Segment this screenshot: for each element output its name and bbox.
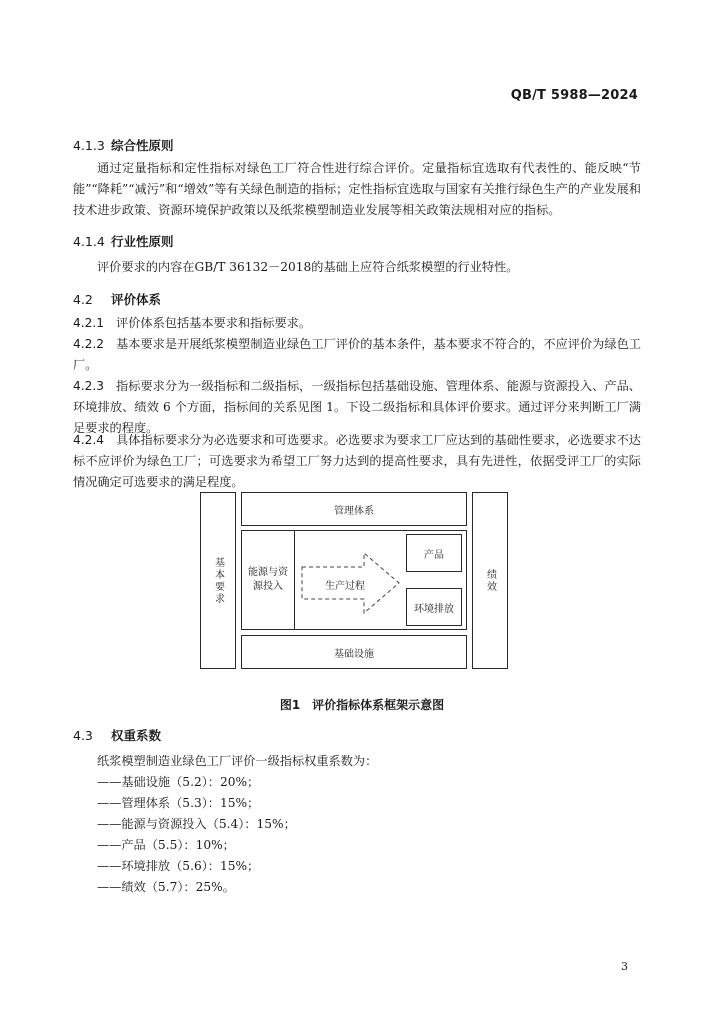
section-number: 4.1.3: [73, 138, 105, 153]
energy-resource-input-label: 能源与资源投入: [248, 567, 288, 592]
paragraph-4-1-3: 通过定量指标和定性指标对绿色工厂符合性进行综合评价。定量指标宜选取有代表性的、能反映“节能”“降耗”“减污”和“增效”等有关绿色制造的指标；定性指标宜选取与国家有关推行绿色生产的产业发展和技术进步政策、资源环境保护政策以及纸浆模塑制造业发展等相关政策法规相对应的指标。: [73, 161, 641, 217]
weight-item-infrastructure: ——基础设施（5.2）：20%；: [97, 775, 260, 789]
clause-text: 指标要求分为一级指标和二级指标，一级指标包括基础设施、管理体系、能源与资源投入、产品、环境排放、绩效 6 个方面，指标间的关系见图 1。下设二级指标和具体评价要求。通过评分来判断工厂满足要求的程度。: [73, 379, 641, 435]
figure-caption: [0, 696, 724, 713]
performance-box: [472, 492, 508, 669]
environmental-emission-box: [406, 588, 462, 626]
section-heading-4-1-4: [73, 232, 174, 250]
figure-label: 图1: [279, 698, 301, 712]
figure-title: 评价指标体系框架示意图: [312, 698, 445, 712]
section-title: 权重系数: [111, 728, 162, 743]
clause-4-2-2: [73, 334, 641, 376]
management-system-box: [241, 492, 467, 526]
section-heading-4-2: [73, 290, 161, 308]
section-title: 综合性原则: [111, 138, 174, 153]
clause-number: 4.2.1: [73, 316, 105, 330]
performance-label: 绩效: [484, 568, 496, 593]
section-heading-4-3: [73, 726, 161, 744]
clause-number: 4.2.3: [73, 379, 105, 393]
weight-item-performance: ——绩效（5.7）：25%。: [97, 880, 235, 894]
section-number: 4.2: [73, 292, 93, 307]
clause-text: 具体指标要求分为必选要求和可选要求。必选要求为要求工厂应达到的基础性要求，必选要求不达标不应评价为绿色工厂；可选要求为希望工厂努力达到的提高性要求，具有先进性，依据受评工厂的实际情况确定可选要求的满足程度。: [73, 433, 641, 489]
product-label: 产品: [424, 549, 444, 561]
weight-item-management: ——管理体系（5.3）：15%；: [97, 796, 260, 810]
clause-number: 4.2.4: [73, 433, 105, 447]
clause-text: 基本要求是开展纸浆模塑制造业绿色工厂评价的基本条件，基本要求不符合的，不应评价为绿色工厂。: [73, 337, 641, 372]
management-system-label: 管理体系: [334, 505, 374, 517]
clause-4-2-4: [73, 430, 641, 493]
framework-diagram: [200, 492, 508, 669]
infrastructure-label: 基础设施: [334, 648, 374, 660]
header-standard-code: QB/T 5988—2024: [510, 88, 638, 103]
production-process-label: 生产过程: [325, 581, 365, 592]
weight-item-product: ——产品（5.5）：10%；: [97, 838, 235, 852]
clause-number: 4.2.2: [73, 337, 105, 351]
clause-4-2-1: [73, 313, 641, 334]
basic-requirements-box: [200, 492, 236, 669]
section-heading-4-1-3: [73, 136, 174, 154]
weight-item-emission: ——环境排放（5.6）：15%；: [97, 859, 260, 873]
energy-resource-input-box: [241, 530, 295, 630]
page-number: 3: [621, 960, 628, 973]
product-box: [406, 534, 462, 572]
section-number: 4.1.4: [73, 234, 105, 249]
section-number: 4.3: [73, 728, 93, 743]
paragraph-4-1-4: 评价要求的内容在GB/T 36132－2018的基础上应符合纸浆模塑的行业特性。: [97, 260, 519, 274]
environmental-emission-label: 环境排放: [414, 603, 454, 615]
infrastructure-box: [241, 635, 467, 669]
clause-text: 评价体系包括基本要求和指标要求。: [116, 316, 312, 330]
weight-item-energy: ——能源与资源投入（5.4）：15%；: [97, 817, 296, 831]
weights-intro: 纸浆模塑制造业绿色工厂评价一级指标权重系数为：: [97, 754, 378, 768]
basic-requirements-label: 基本要求: [212, 556, 224, 605]
section-title: 行业性原则: [111, 234, 174, 249]
section-title: 评价体系: [111, 292, 162, 307]
